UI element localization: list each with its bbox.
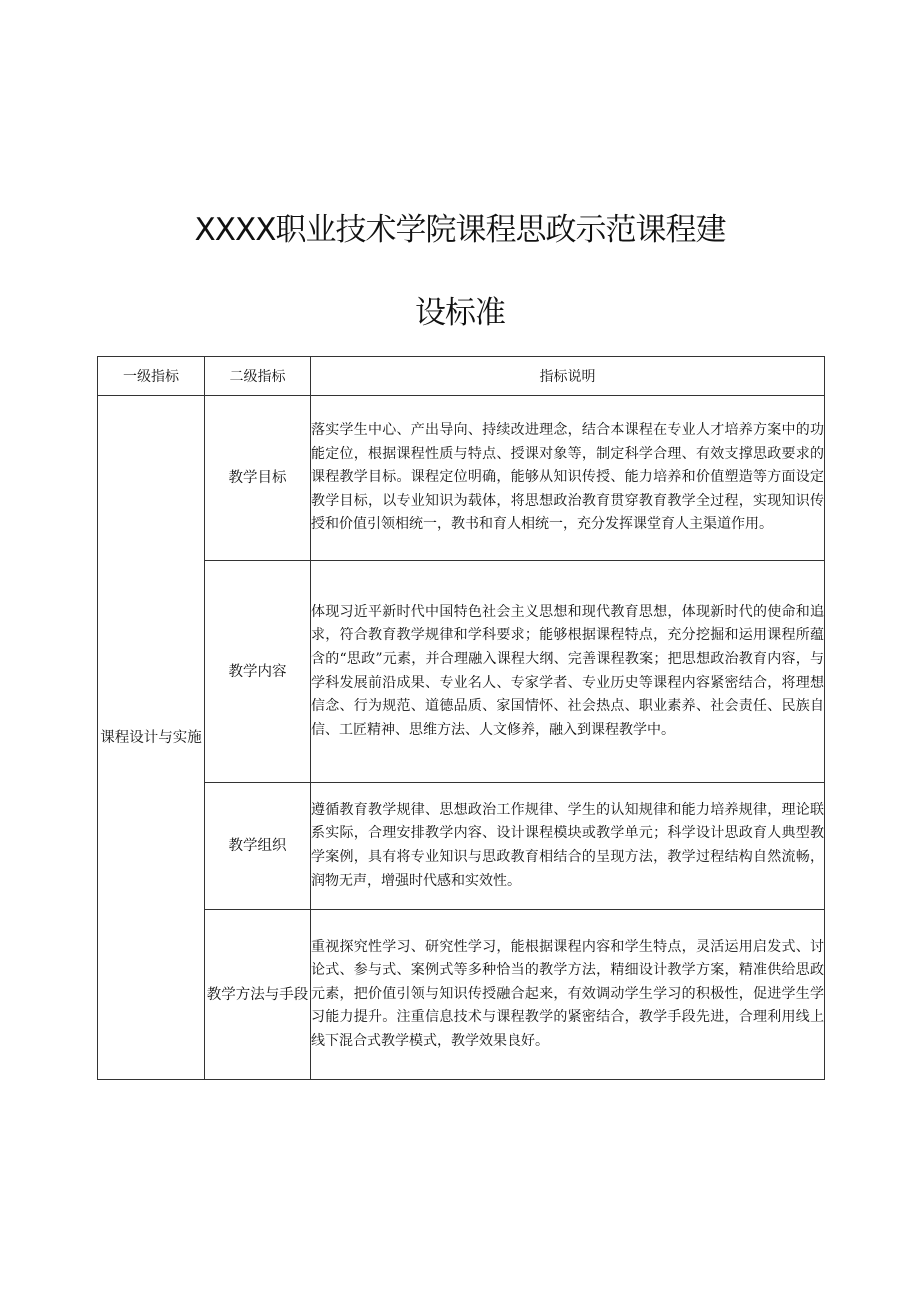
description-cell: 遵循教育教学规律、思想政治工作规律、学生的认知规律和能力培养规律，理论联系实际，合理安排教学内容、设计课程模块或教学单元；科学设计思政育人典型教学案例，具有将专业知识与思政教育相结合的呈现方法，教学过程结构自然流畅，润物无声，增强时代感和实效性。: [311, 783, 825, 910]
level2-cell: 教学方法与手段: [205, 910, 311, 1080]
description-cell: 落实学生中心、产出导向、持续改进理念，结合本课程在专业人才培养方案中的功能定位，根据课程性质与特点、授课对象等，制定科学合理、有效支撑思政要求的课程教学目标。课程定位明确，能够从知识传授、能力培养和价值塑造等方面设定教学目标，以专业知识为载体，将思想政治教育贯穿教育教学全过程，实现知识传授和价值引领相统一，教书和育人相统一，充分发挥课堂育人主渠道作用。: [311, 396, 825, 561]
header-description: 指标说明: [311, 357, 825, 396]
document-title-line-2: 设标准: [415, 295, 505, 331]
level1-cell: 课程设计与实施: [98, 396, 205, 1080]
table-header-row: [98, 357, 825, 396]
description-cell: 体现习近平新时代中国特色社会主义思想和现代教育思想，体现新时代的使命和追求，符合教育教学规律和学科要求；能够根据课程特点，充分挖掘和运用课程所蕴含的“思政”元素，并合理融入课程大纲、完善课程教案；把思想政治教育内容，与学科发展前沿成果、专业名人、专家学者、专业历史等课程内容紧密结合，将理想信念、行为规范、道德品质、家国情怀、社会热点、职业素养、社会责任、民族自信、工匠精神、思维方法、人文修养，融入到课程教学中。: [311, 561, 825, 783]
header-level2: 二级指标: [205, 357, 311, 396]
table-row: [98, 783, 825, 910]
table-row: [98, 910, 825, 1080]
table-row: [98, 396, 825, 561]
level2-cell: 教学组织: [205, 783, 311, 910]
document-title-line-1: XXXX职业技术学院课程思政示范课程建: [194, 212, 726, 248]
standards-table: [97, 356, 825, 1080]
description-cell: 重视探究性学习、研究性学习，能根据课程内容和学生特点，灵活运用启发式、讨论式、参与式、案例式等多种恰当的教学方法，精细设计教学方案，精准供给思政元素，把价值引领与知识传授融合起来，有效调动学生学习的积极性，促进学生学习能力提升。注重信息技术与课程教学的紧密结合，教学手段先进，合理利用线上线下混合式教学模式，教学效果良好。: [311, 910, 825, 1080]
level2-cell: 教学内容: [205, 561, 311, 783]
header-level1: 一级指标: [98, 357, 205, 396]
level2-cell: 教学目标: [205, 396, 311, 561]
table-row: [98, 561, 825, 783]
